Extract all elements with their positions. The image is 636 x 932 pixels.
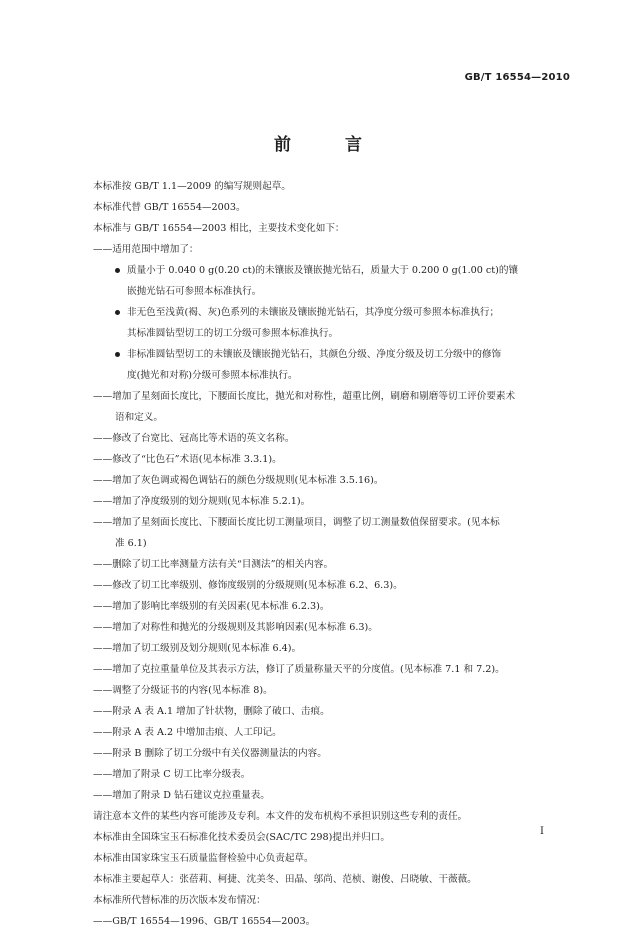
change-item: ——增加了星刻面长度比、下腰面长度比切工测量项目，调整了切工测量数值保留要求。(见本标 bbox=[93, 517, 500, 528]
change-item: ——增加了灰色调或褐色调钻石的颜色分级规则(见本标准 3.5.16)。 bbox=[93, 475, 384, 486]
paragraph: 本标准与 GB/T 16554—2003 相比，主要技术变化如下： bbox=[93, 223, 345, 234]
change-item: ——增加了净度级别的划分规则(见本标准 5.2.1)。 bbox=[93, 496, 311, 507]
bullet-text: 其标准圆钻型切工的切工分级可参照本标准执行。 bbox=[127, 328, 339, 339]
page-title: 前 言 bbox=[274, 135, 386, 155]
paragraph: 本标准按 GB/T 1.1—2009 的编写规则起草。 bbox=[93, 181, 291, 192]
bullet-item bbox=[93, 302, 577, 344]
bullet-text: 质量小于 0.040 0 g(0.20 ct)的未镶嵌及镶嵌抛光钻石，质量大于 0.200 0 g(1.00 ct)的镶 bbox=[127, 265, 519, 276]
change-item: ——增加了克拉重量单位及其表示方法，修订了质量称量天平的分度值。(见本标准 7.1 和 7.2)。 bbox=[93, 664, 505, 675]
bullet-text: 非标准圆钻型切工的未镶嵌及镶嵌抛光钻石，其颜色分级、净度分级及切工分级中的修饰 bbox=[127, 349, 502, 360]
change-item-cont: 准 6.1) bbox=[115, 538, 147, 549]
bullet-text: 度(抛光和对称)分级可参照本标准执行。 bbox=[127, 370, 298, 381]
closing-paragraph: 本标准所代替标准的历次版本发布情况： bbox=[93, 895, 266, 906]
change-item-cont: 语和定义。 bbox=[115, 412, 163, 423]
change-item: ——增加了星刻面长度比，下腰面长度比，抛光和对称性，超重比例，刷磨和剔磨等切工评价要素术 bbox=[93, 391, 516, 402]
change-item: ——修改了切工比率级别、修饰度级别的分级规则(见本标准 6.2、6.3)。 bbox=[93, 580, 403, 591]
change-item: ——附录 A 表 A.1 增加了针状物，删除了破口、击痕。 bbox=[93, 706, 330, 717]
paragraph: 本标准代替 GB/T 16554—2003。 bbox=[93, 202, 246, 213]
change-item: ——附录 A 表 A.2 中增加击痕、人工印记。 bbox=[93, 727, 282, 738]
page-number: I bbox=[540, 826, 544, 837]
change-item: ——调整了分级证书的内容(见本标准 8)。 bbox=[93, 685, 273, 696]
bullet-item bbox=[93, 344, 577, 386]
paragraph: ——适用范围中增加了： bbox=[93, 244, 199, 255]
closing-paragraph: 本标准主要起草人：张蓓莉、柯捷、沈美冬、田晶、邬尚、范桢、谢俊、吕晓敏、干薇薇。 bbox=[93, 874, 477, 885]
change-item: ——增加了切工级别及划分规则(见本标准 6.4)。 bbox=[93, 643, 302, 654]
closing-paragraph: 请注意本文件的某些内容可能涉及专利。本文件的发布机构不承担识别这些专利的责任。 bbox=[93, 811, 468, 822]
change-item: ——增加了附录 C 切工比率分级表。 bbox=[93, 769, 251, 780]
change-item: ——附录 B 删除了切工分级中有关仪器测量法的内容。 bbox=[93, 748, 327, 759]
closing-paragraph: ——GB/T 16554—1996、GB/T 16554—2003。 bbox=[93, 916, 316, 927]
change-item: ——增加了附录 D 钻石建议克拉重量表。 bbox=[93, 790, 270, 801]
bullet-text: 非无色至浅黄(褐、灰)色系列的未镶嵌及镶嵌抛光钻石，其净度分级可参照本标准执行； bbox=[127, 307, 500, 318]
change-item: ——增加了对称性和抛光的分级规则及其影响因素(见本标准 6.3)。 bbox=[93, 622, 378, 633]
bullet-item bbox=[93, 260, 577, 302]
change-item: ——修改了台宽比、冠高比等术语的英文名称。 bbox=[93, 433, 295, 444]
bullet-text: 嵌抛光钻石可参照本标准执行。 bbox=[127, 286, 262, 297]
document-body bbox=[93, 176, 577, 932]
change-item: ——删除了切工比率测量方法有关“目测法”的相关内容。 bbox=[93, 559, 334, 570]
change-item: ——修改了“比色石”术语(见本标准 3.3.1)。 bbox=[93, 454, 282, 465]
standard-code: GB/T 16554—2010 bbox=[464, 72, 570, 83]
change-item: ——增加了影响比率级别的有关因素(见本标准 6.2.3)。 bbox=[93, 601, 330, 612]
closing-paragraph: 本标准由国家珠宝玉石质量监督检验中心负责起草。 bbox=[93, 853, 314, 864]
closing-paragraph: 本标准由全国珠宝玉石标准化技术委员会(SAC/TC 298)提出并归口。 bbox=[93, 832, 390, 843]
